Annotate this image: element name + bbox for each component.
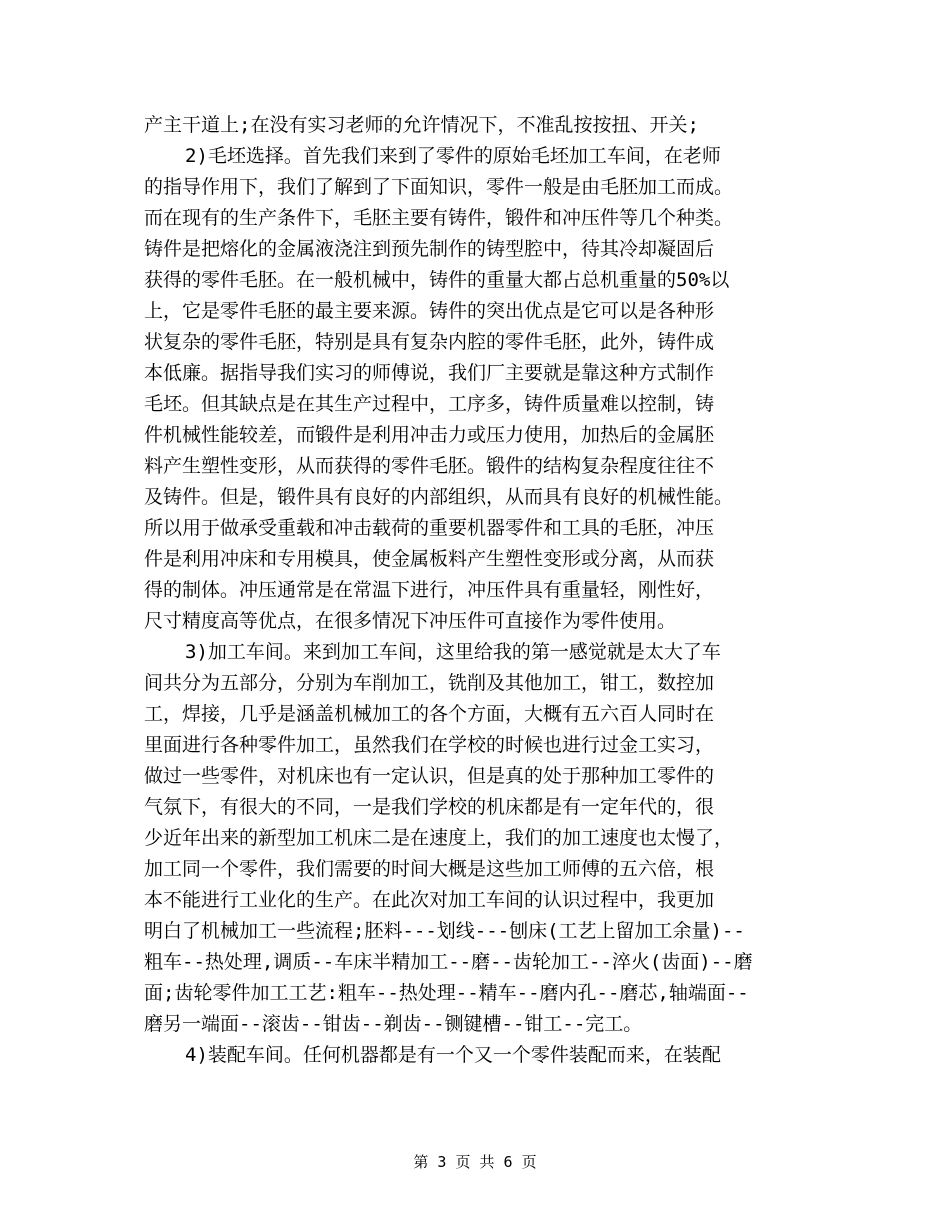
text-line: 上，它是零件毛胚的最主要来源。铸件的突出优点是它可以是各种形 — [144, 300, 715, 322]
text-line: 及铸件。但是，锻件具有良好的内部组织，从而具有良好的机械性能。 — [144, 486, 734, 508]
text-line: 而在现有的生产条件下，毛胚主要有铸件，锻件和冲压件等几个种类。 — [144, 207, 734, 229]
text-line: 面;齿轮零件加工工艺:粗车--热处理--精车--磨内孔--磨芯,轴端面-- — [144, 982, 749, 1004]
text-line: 2)毛坯选择。首先我们来到了零件的原始毛坯加工车间，在老师 — [185, 145, 721, 167]
text-line: 件机械性能较差，而锻件是利用冲击力或压力使用，加热后的金属胚 — [144, 424, 715, 446]
text-line: 里面进行各种零件加工，虽然我们在学校的时候也进行过金工实习， — [144, 734, 715, 756]
text-line: 4)装配车间。任何机器都是有一个又一个零件装配而来，在装配 — [185, 1044, 721, 1066]
text-line: 明白了机械加工一些流程;胚料---划线---刨床(工艺上留加工余量)-- — [144, 920, 745, 942]
text-line: 获得的零件毛胚。在一般机械中，铸件的重量大都占总机重量的50%以 — [144, 269, 730, 291]
text-line: 少近年出来的新型加工机床二是在速度上，我们的加工速度也太慢了， — [144, 827, 734, 849]
text-line: 尺寸精度高等优点，在很多情况下冲压件可直接作为零件使用。 — [144, 610, 677, 632]
text-line: 粗车--热处理,调质--车床半精加工--磨--齿轮加工--淬火(齿面)--磨 — [144, 951, 753, 973]
text-line: 所以用于做承受重载和冲击载荷的重要机器零件和工具的毛胚，冲压 — [144, 517, 715, 539]
text-line: 加工同一个零件，我们需要的时间大概是这些加工师傅的五六倍，根 — [144, 858, 715, 880]
text-line: 毛坯。但其缺点是在其生产过程中，工序多，铸件质量难以控制，铸 — [144, 393, 715, 415]
page-footer: 第 3 页 共 6 页 — [413, 1153, 537, 1171]
text-line: 得的制体。冲压通常是在常温下进行，冲压件具有重量轻，刚性好， — [144, 579, 715, 601]
text-line: 工，焊接，几乎是涵盖机械加工的各个方面，大概有五六百人同时在 — [144, 703, 715, 725]
text-line: 料产生塑性变形，从而获得的零件毛胚。锻件的结构复杂程度往往不 — [144, 455, 715, 477]
text-line: 间共分为五部分，分别为车削加工，铣削及其他加工，钳工，数控加 — [144, 672, 715, 694]
text-line: 本不能进行工业化的生产。在此次对加工车间的认识过程中，我更加 — [144, 889, 715, 911]
text-line: 3)加工车间。来到加工车间，这里给我的第一感觉就是太大了车 — [185, 641, 721, 663]
text-line: 的指导作用下，我们了解到了下面知识，零件一般是由毛胚加工而成。 — [144, 176, 734, 198]
text-line: 产主干道上;在没有实习老师的允许情况下，不准乱按按扭、开关; — [144, 114, 699, 136]
text-line: 磨另一端面--滚齿--钳齿--剃齿--铡键槽--钳工--完工。 — [144, 1013, 643, 1035]
text-line: 本低廉。据指导我们实习的师傅说，我们厂主要就是靠这种方式制作 — [144, 362, 715, 384]
text-line: 件是利用冲床和专用模具，使金属板料产生塑性变形或分离，从而获 — [144, 548, 715, 570]
text-line: 气氛下，有很大的不同，一是我们学校的机床都是有一定年代的，很 — [144, 796, 715, 818]
text-line: 做过一些零件，对机床也有一定认识，但是真的处于那种加工零件的 — [144, 765, 715, 787]
text-line: 铸件是把熔化的金属液浇注到预先制作的铸型腔中，待其冷却凝固后 — [144, 238, 715, 260]
text-line: 状复杂的零件毛胚，特别是具有复杂内腔的零件毛胚，此外，铸件成 — [144, 331, 715, 353]
